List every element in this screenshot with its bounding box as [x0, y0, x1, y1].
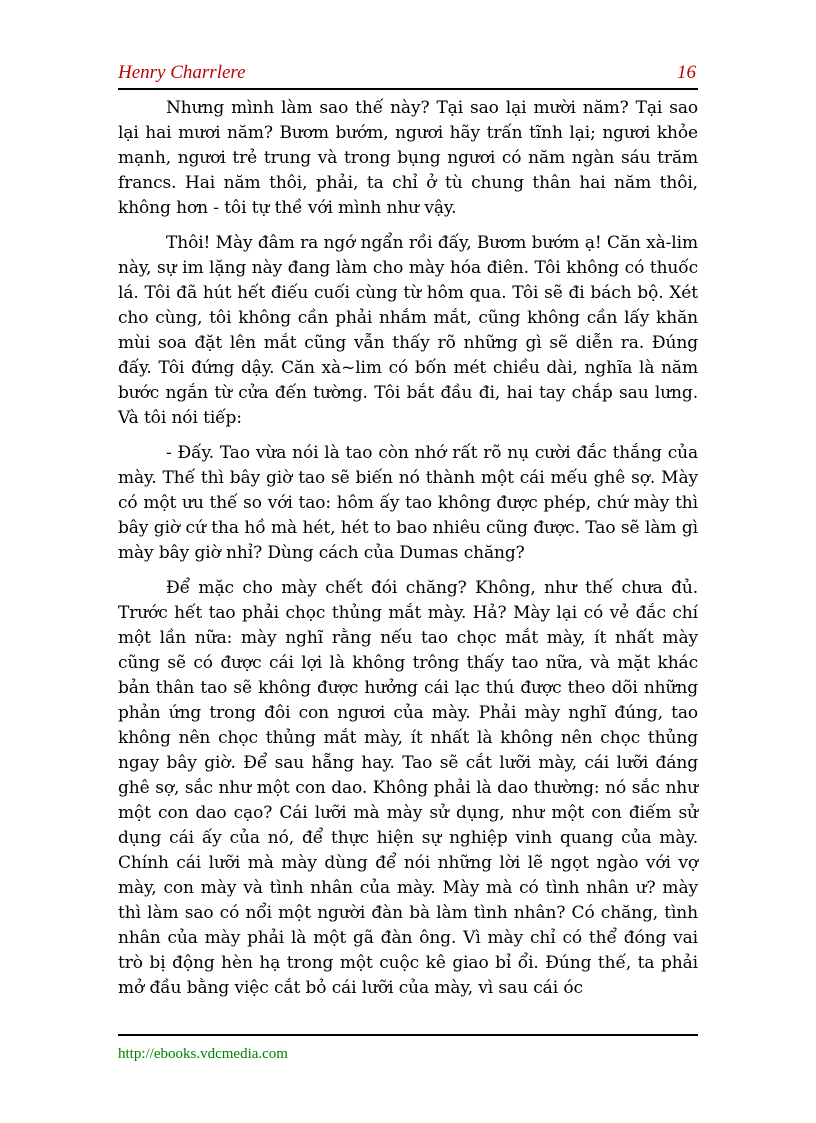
paragraph-4: Để mặc cho mày chết đói chăng? Không, như thế chưa đủ. Trước hết tao phải chọc thủng mắt mày. Hả? Mày lại có vẻ đắc chí một lần nữa: mày nghĩ rằng nếu tao chọc mắt mày, ít nhất mày cũng sẽ có được cái lợi là không trông thấy tao nữa, và mặt khác bản thân tao sẽ không được hưởng cái lạc thú được theo dõi những phản ứng trong đôi con ngươi của mày. Phải mày nghĩ đúng, tao không nên chọc thủng mắt mày, ít nhất là không nên chọc thủng ngay bây giờ. Để sau hẵng hay. Tao sẽ cắt lưỡi mày, cái lưỡi đáng ghê sợ, sắc như một con dao. Không phải là dao thường: nó sắc như một con dao cạo? Cái lưỡi mà mày sử dụng, như một con điếm sử dụng cái ấy của nó, để thực hiện sự nghiệp vinh quang của mày. Chính cái lưỡi mà mày dùng để nói những lời lẽ ngọt ngào với vợ mày, con mày và tình nhân của mày. Mày mà có tình nhân ư? mày thì làm sao có nổi một người đàn bà làm tình nhân? Có chăng, tình nhân của mày phải là một gã đàn ông. Vì mày chỉ có thể đóng vai trò bị động hèn hạ trong một cuộc kê giao bỉ ổi. Đúng thế, ta phải mở đầu bằng việc cắt bỏ cái lưỡi của mày, vì sau cái óc: [118, 578, 698, 998]
page-number: 16: [677, 62, 696, 83]
footer-link[interactable]: http://ebooks.vdcmedia.com: [118, 1046, 288, 1062]
paragraph-3: - Đấy. Tao vừa nói là tao còn nhớ rất rõ nụ cười đắc thắng của mày. Thế thì bây giờ tao sẽ biến nó thành một cái mếu ghê sợ. Mày có một ưu thế so với tao: hôm ấy tao không được phép, chứ mày thì bây giờ cứ tha hồ mà hét, hét to bao nhiêu cũng được. Tao sẽ làm gì mày bây giờ nhỉ? Dùng cách của Dumas chăng?: [118, 443, 698, 563]
paragraph-2: Thôi! Mày đâm ra ngớ ngẩn rồi đấy, Bươm bướm ạ! Căn xà-lim này, sự im lặng này đang làm cho mày hóa điên. Tôi không có thuốc lá. Tôi đã hút hết điếu cuối cùng từ hôm qua. Tôi sẽ đi bách bộ. Xét cho cùng, tôi không cần phải nhắm mắt, cũng không cần lấy khăn mùi soa đặt lên mắt cũng vẫn thấy rõ những gì sẽ diễn ra. Đúng đấy. Tôi đứng dậy. Căn xà~lim có bốn mét chiều dài, nghĩa là năm bước ngắn từ cửa đến tường. Tôi bắt đầu đi, hai tay chắp sau lưng. Và tôi nói tiếp:: [118, 233, 698, 428]
page-header: [118, 60, 698, 90]
page-footer: [118, 1034, 698, 1063]
paragraph-1: Nhưng mình làm sao thế này? Tại sao lại mười năm? Tại sao lại hai mươi năm? Bươm bướm, ngươi hãy trấn tĩnh lại; ngươi khỏe mạnh, ngươi trẻ trung và trong bụng ngươi có năm ngàn sáu trăm francs. Hai năm thôi, phải, ta chỉ ở tù chung thân hai năm thôi, không hơn - tôi tự thề với mình như vậy.: [118, 98, 698, 218]
header-author: Henry Charrlere: [118, 62, 246, 83]
body-text: [118, 96, 698, 1011]
